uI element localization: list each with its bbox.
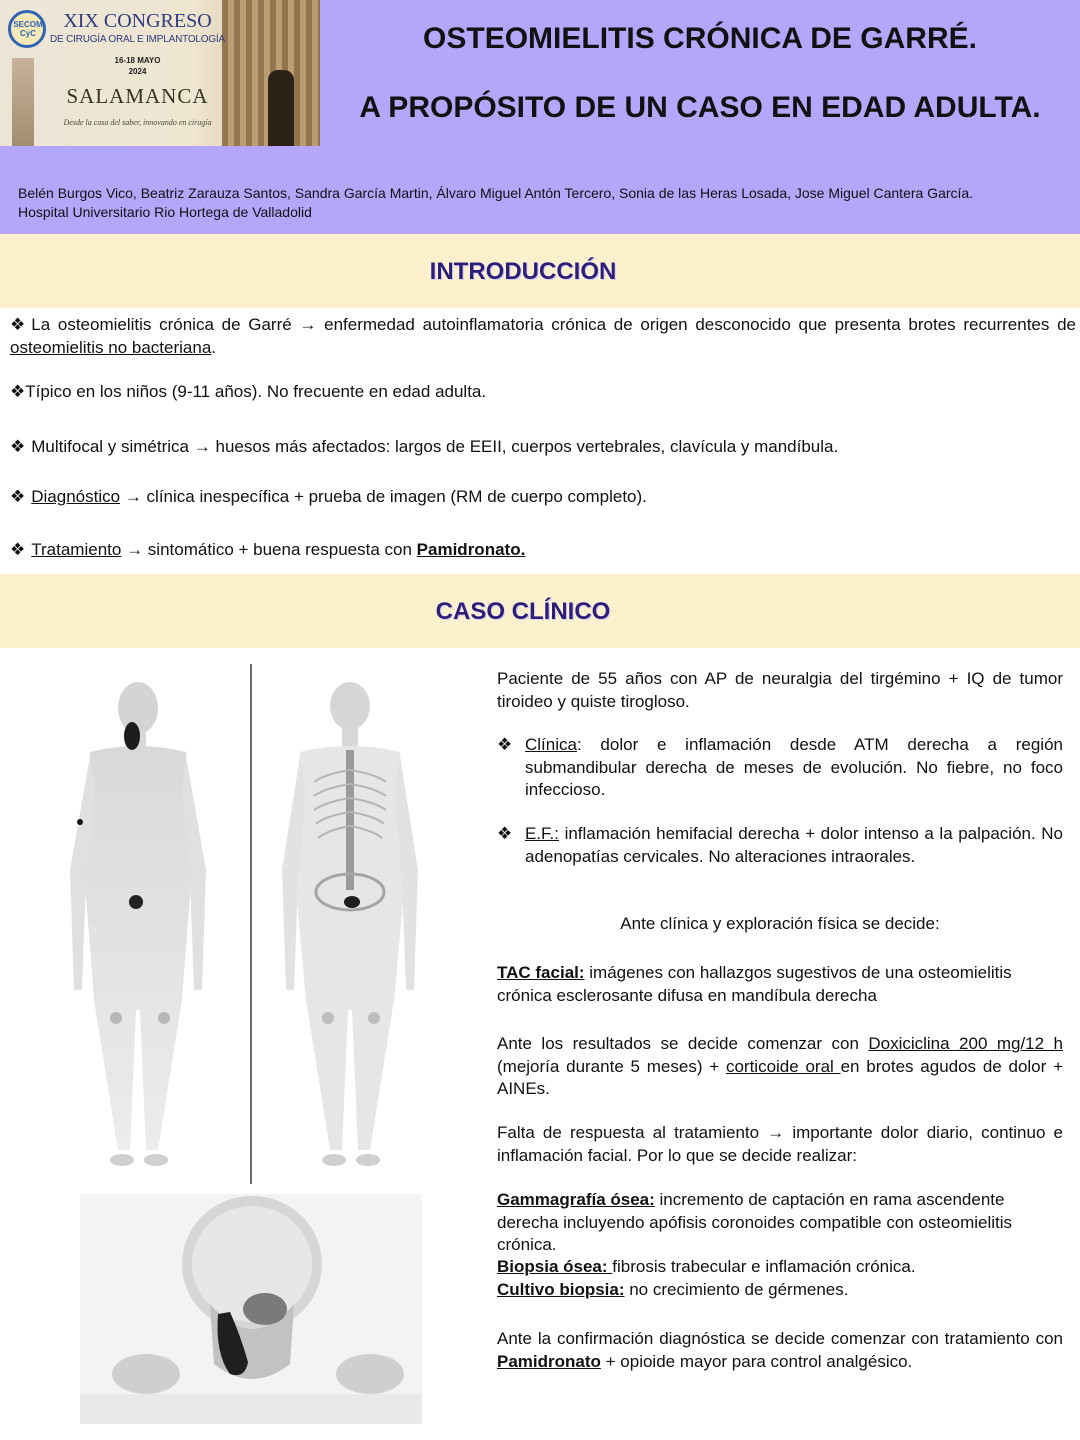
cathedral-tower-image [12, 58, 34, 146]
case-heading: CASO CLÍNICO [435, 598, 611, 625]
bullet-icon: ❖ [497, 735, 513, 754]
intro-item-3: ❖ Multifocal y simétrica → huesos más afectados: largos de EEII, cuerpos vertebrales, clavícula y mandíbula. [10, 437, 839, 456]
poster-subtitle: A PROPÓSITO DE UN CASO EN EDAD ADULTA. [359, 91, 1041, 124]
case-results: Ante los resultados se decide comenzar con Doxiciclina 200 mg/12 h (mejoría durante 5 meses) + corticoide oral en brotes agudos de dolor + AINEs. [497, 1034, 1063, 1098]
case-cultivo: Cultivo biopsia: no crecimiento de gérmenes. [497, 1280, 849, 1299]
arrow-icon: → [767, 1123, 785, 1142]
arrow-icon: → [124, 487, 142, 506]
intro-heading: INTRODUCCIÓN [429, 258, 617, 285]
logo-city: SALAMANCA [66, 84, 209, 108]
intro-item-1: ❖ La osteomielitis crónica de Garré → enfermedad autoinflamatoria crónica de origen desconocido que presenta brotes recurrentes de osteomielitis no bacteriana. [10, 315, 1076, 357]
poster-title: OSTEOMIELITIS CRÓNICA DE GARRÉ. [423, 22, 977, 55]
author-names: Belén Burgos Vico, Beatriz Zarauza Santos, Sandra García Martin, Álvaro Miguel Antón Tercero, Sonia de las Heras Losada, Jose Miguel Cantera García. [18, 185, 974, 201]
intro-item-5: ❖ Tratamiento → sintomático + buena respuesta con Pamidronato. [10, 540, 526, 559]
bullet-icon: ❖ [10, 315, 26, 334]
anterior-bone-scan-image [60, 670, 230, 1180]
intro-band [0, 234, 1080, 308]
hospital-name: Hospital Universitario Rio Hortega de Valladolid [18, 204, 312, 220]
arrow-icon: → [193, 437, 211, 456]
poster-header [0, 0, 1080, 234]
arrow-icon: → [299, 315, 317, 334]
image-divider [250, 664, 252, 1184]
case-paragraph-1: Paciente de 55 años con AP de neuralgia del tirgémino + IQ de tumor tiroideo y quiste tirogloso. [497, 669, 1063, 711]
authors-block [18, 184, 973, 222]
case-ef: ❖ E.F.: inflamación hemifacial derecha + dolor intenso a la palpación. No adenopatías cervicales. No alteraciones intraorales. [497, 824, 1063, 866]
bullet-icon: ❖ [10, 540, 26, 559]
bullet-icon: ❖ [497, 824, 513, 843]
bullet-icon: ❖ [10, 437, 26, 456]
figure-silhouette-image [268, 70, 294, 146]
intro-item-2: ❖Típico en los niños (9-11 años). No frecuente en edad adulta. [10, 382, 487, 401]
case-confirmacion: Ante la confirmación diagnóstica se decide comenzar con tratamiento con Pamidronato + opioide mayor para control analgésico. [497, 1329, 1063, 1371]
posterior-bone-scan-image [270, 670, 440, 1180]
arrow-icon: → [126, 540, 144, 559]
bullet-icon: ❖ [10, 487, 26, 506]
case-falta: Falta de respuesta al tratamiento → importante dolor diario, continuo e inflamación facial. Por lo que se decide realizar: [497, 1123, 1063, 1165]
head-bone-scan-image [80, 1194, 422, 1424]
logo-dates: 16-18 MAYO [114, 56, 161, 65]
congress-logo [0, 0, 320, 146]
case-gammagrafia: Gammagrafía ósea: incremento de captación en rama ascendente derecha incluyendo apófisis coronoides compatible con osteomielitis crónica. [497, 1190, 1013, 1254]
case-decide: Ante clínica y exploración física se decide: [620, 914, 940, 933]
logo-congress: XIX CONGRESO [63, 10, 212, 32]
case-biopsia: Biopsia ósea: fibrosis trabecular e inflamación crónica. [497, 1257, 916, 1276]
case-tac: TAC facial: imágenes con hallazgos sugestivos de una osteomielitis crónica esclerosante difusa en mandíbula derecha [497, 963, 1012, 1005]
case-band [0, 574, 1080, 648]
logo-motto: Desde la casa del saber, innovando en cirugía [63, 118, 212, 127]
logo-year: 2024 [128, 67, 147, 76]
emblem-text: SECOM CyC [13, 20, 43, 38]
logo-subtitle: DE CIRUGÍA ORAL E IMPLANTOLOGÍA [50, 34, 225, 45]
intro-item-4: ❖ Diagnóstico → clínica inespecífica + prueba de imagen (RM de cuerpo completo). [10, 487, 647, 506]
case-clinica: ❖ Clínica: dolor e inflamación desde ATM derecha a región submandibular derecha de meses de evolución. No fiebre, no foco infeccioso. [497, 735, 1063, 799]
bullet-icon: ❖ [10, 382, 26, 401]
